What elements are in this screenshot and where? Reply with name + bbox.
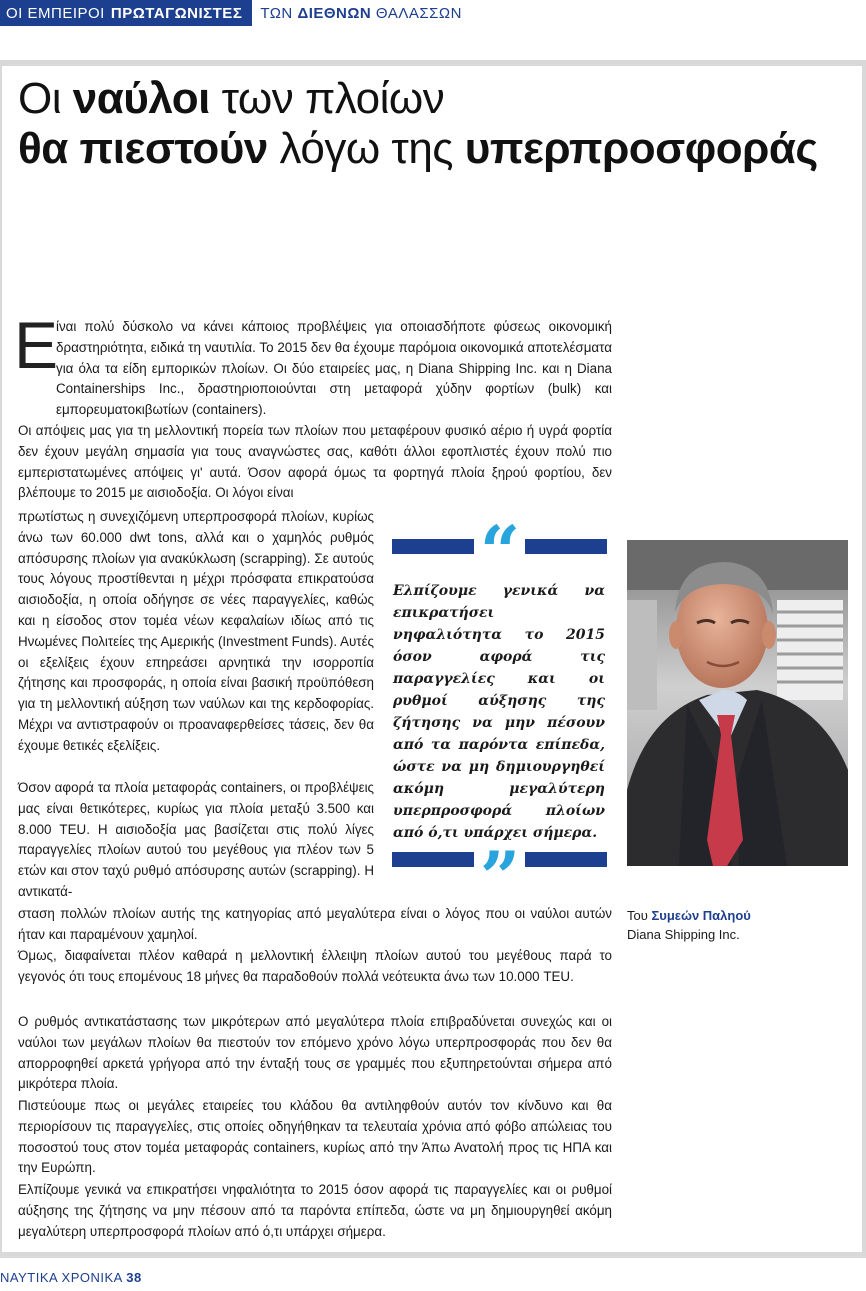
section-header-highlight	[0, 0, 252, 26]
quote-bar-top-right	[525, 539, 607, 554]
author-company: Diana Shipping Inc.	[627, 927, 740, 942]
title-part-bold: υπερπροσφοράς	[464, 124, 818, 173]
paragraph-5: σταση πολλών πλοίων αυτής της κατηγορίας από μεγαλύτερα είναι ο λόγος που οι ναύλοι αυτών ήταν και παραμένουν χαμηλοί.	[18, 906, 612, 942]
paragraph-4: Όσον αφορά τα πλοία μεταφοράς containers, οι προβλέψεις μας είναι θετικότερες, κυρίως για πλοία μεταξύ 3.500 και 8.000 TEU. Η αισιοδοξία μας βασίζεται στις πολύ λίγες παραγγελίες πλοίων αυτού του μεγέθους για πλέον των 5 ετών και στον ταχύ ρυθμό απόσυρσης αυτών (scrapping). Η αντικατά-	[18, 780, 374, 899]
title-line-1	[18, 74, 858, 124]
paragraph-3: πρωτίστως η συνεχιζόμενη υπερπροσφορά πλοίων, κυρίως άνω των 60.000 dwt tons, αλλά και ο χαμηλός ρυθμός απόσυρσης πλοίων για ανακύκλωση (scrapping). Σε αυτούς τους λόγους προστίθενται η μέχρι πρόσφατα επικρατούσα αισιοδοξία, η οποία οδήγησε σε νέες παραγγελίες, καθώς και η είσοδος στον τομέα νέων κεφαλαίων ιδίως από τις Ηνωμένες Πολιτείες της Αμερικής (Investment Funds). Αυτές οι εξελίξεις έχουν επηρεάσει αρνητικά την ισορροπία ζήτησης και προσφοράς, η οποία είναι βασική προϋπόθεση για τη μελλοντική αύξηση των ναύλων και της κερδοφορίας. Μέχρι να αντιστραφούν οι προαναφερθείσες τάσεις, δεν θα έχουμε θετικές εξελίξεις.	[18, 509, 374, 753]
section-header-rest	[252, 5, 462, 22]
publication-name: ΝΑΥΤΙΚΑ ΧΡΟΝΙΚΑ	[0, 1270, 123, 1285]
author-portrait	[627, 540, 848, 866]
pull-quote-text: Ελπίζουμε γενικά να επικρατήσει νηφαλιότητα το 2015 όσον αφορά τις παραγγελίες και οι ρυθμοί αύξησης της ζήτησης να μην πέσουν από τα παρόντα επίπεδα, ώστε να μη δημιουργηθεί ακόμη μεγαλύτερη υπερπροσφορά πλοίων από ό,τι υπάρχει σήμερα.	[393, 583, 605, 841]
title-part: των πλοίων	[209, 74, 445, 123]
quote-bar-top-left	[392, 539, 474, 554]
quote-open-icon: “	[479, 510, 521, 593]
section-label-3: ΤΩΝ	[260, 4, 293, 22]
section-label-1: ΟΙ ΕΜΠΕΙΡΟΙ	[6, 4, 105, 22]
quote-bar-bottom-left	[392, 852, 474, 867]
quote-close-icon: ”	[479, 836, 521, 919]
author-line	[627, 906, 751, 925]
paragraph-9: Ελπίζουμε γενικά να επικρατήσει νηφαλιότητα το 2015 όσον αφορά τις παραγγελίες και οι ρυθμοί αύξησης της ζήτησης να μην πέσουν από τα παρόντα επίπεδα, ώστε να μη δημιουργηθεί ακόμη μεγαλύτερη υπερπροσφορά πλοίων από ό,τι υπάρχει σήμερα.	[18, 1182, 612, 1239]
author-name: Συμεών Παληού	[651, 908, 751, 923]
section-label-5: ΘΑΛΑΣΣΩΝ	[375, 4, 462, 22]
quote-bar-bottom-right	[525, 852, 607, 867]
title-line-2	[18, 124, 858, 174]
title-part-bold: ναύλοι	[72, 74, 210, 123]
title-part: λόγω της	[267, 124, 465, 173]
paragraph-8: Πιστεύουμε πως οι μεγάλες εταιρείες του κλάδου θα αντιληφθούν αυτόν τον κίνδυνο και θα περιορίσουν τις παραγγελίες, στις οποίες οδηγήθηκαν τα τελευταία χρόνια από φόβο απώλειας του ποσοστού τους στον τομέα μεταφοράς containers, κυρίως από την Άπω Ανατολή προς τις ΗΠΑ και την Ευρώπη.	[18, 1098, 612, 1176]
paragraph-1: ίναι πολύ δύσκολο να κάνει κάποιος προβλέψεις για οποιασδήποτε φύσεως οικονομική δραστηριότητα, ειδικά τη ναυτιλία. Το 2015 δεν θα έχουμε παρόμοια οικονομικά αποτελέσματα για όλα τα είδη εμπορικών πλοίων. Οι δύο εταιρείες μας, η Diana Shipping Inc. και η Diana Containerships Inc., δραστηριοποιούνται στη μεταφορά χύδην φορτίων (bulk) και εμπορευματοκιβωτίων (containers).	[56, 319, 612, 418]
portrait-illustration	[627, 540, 848, 866]
section-label-4: ΔΙΕΘΝΩΝ	[297, 4, 372, 22]
paragraph-2: Οι απόψεις μας για τη μελλοντική πορεία των πλοίων που μεταφέρουν φυσικό αέριο ή υγρά φορτία δεν έχουν μεγάλη σημασία για τους αναγνώστες σας, καθότι άλλοι εφοπλιστές έχουν πολύ πιο εμπεριστατωμένες απόψεις γι' αυτά. Όσον αφορά όμως τα φορτηγά πλοία ξηρού φορτίου, δεν βλέπουμε το 2015 με αισιοδοξία. Οι λόγοι είναι	[18, 423, 612, 501]
author-prefix: Του	[627, 908, 652, 923]
section-header	[0, 0, 462, 26]
paragraph-7: Ο ρυθμός αντικατάστασης των μικρότερων από μεγαλύτερα πλοία επιβραδύνεται συνεχώς και οι ναύλοι των μεγάλων πλοίων θα πιεστούν τον επόμενο χρόνο λόγω υπερπροσφοράς που δεν θα απορροφηθεί αρκετά γρήγορα από την ένταξή τους σε γραμμές που εξυπηρετούνται σήμερα από μικρότερα πλοία.	[18, 1014, 612, 1092]
author-caption	[627, 906, 751, 944]
article-title	[18, 74, 858, 174]
title-part: Οι	[18, 74, 73, 123]
drop-cap: Ε	[14, 308, 59, 382]
page-number: 38	[126, 1270, 142, 1285]
section-label-2: ΠΡΩΤΑΓΩΝΙΣΤΕΣ	[110, 4, 243, 22]
page-footer	[0, 1270, 142, 1285]
title-part-bold: θα πιεστούν	[18, 124, 268, 173]
paragraph-6: Όμως, διαφαίνεται πλέον καθαρά η μελλοντική έλλειψη πλοίων αυτού του μεγέθους παρά το γεγονός ότι τους επομένους 18 μήνες θα παραδοθούν πολλά νεότευκτα άνω των 10.000 TEU.	[18, 948, 612, 984]
